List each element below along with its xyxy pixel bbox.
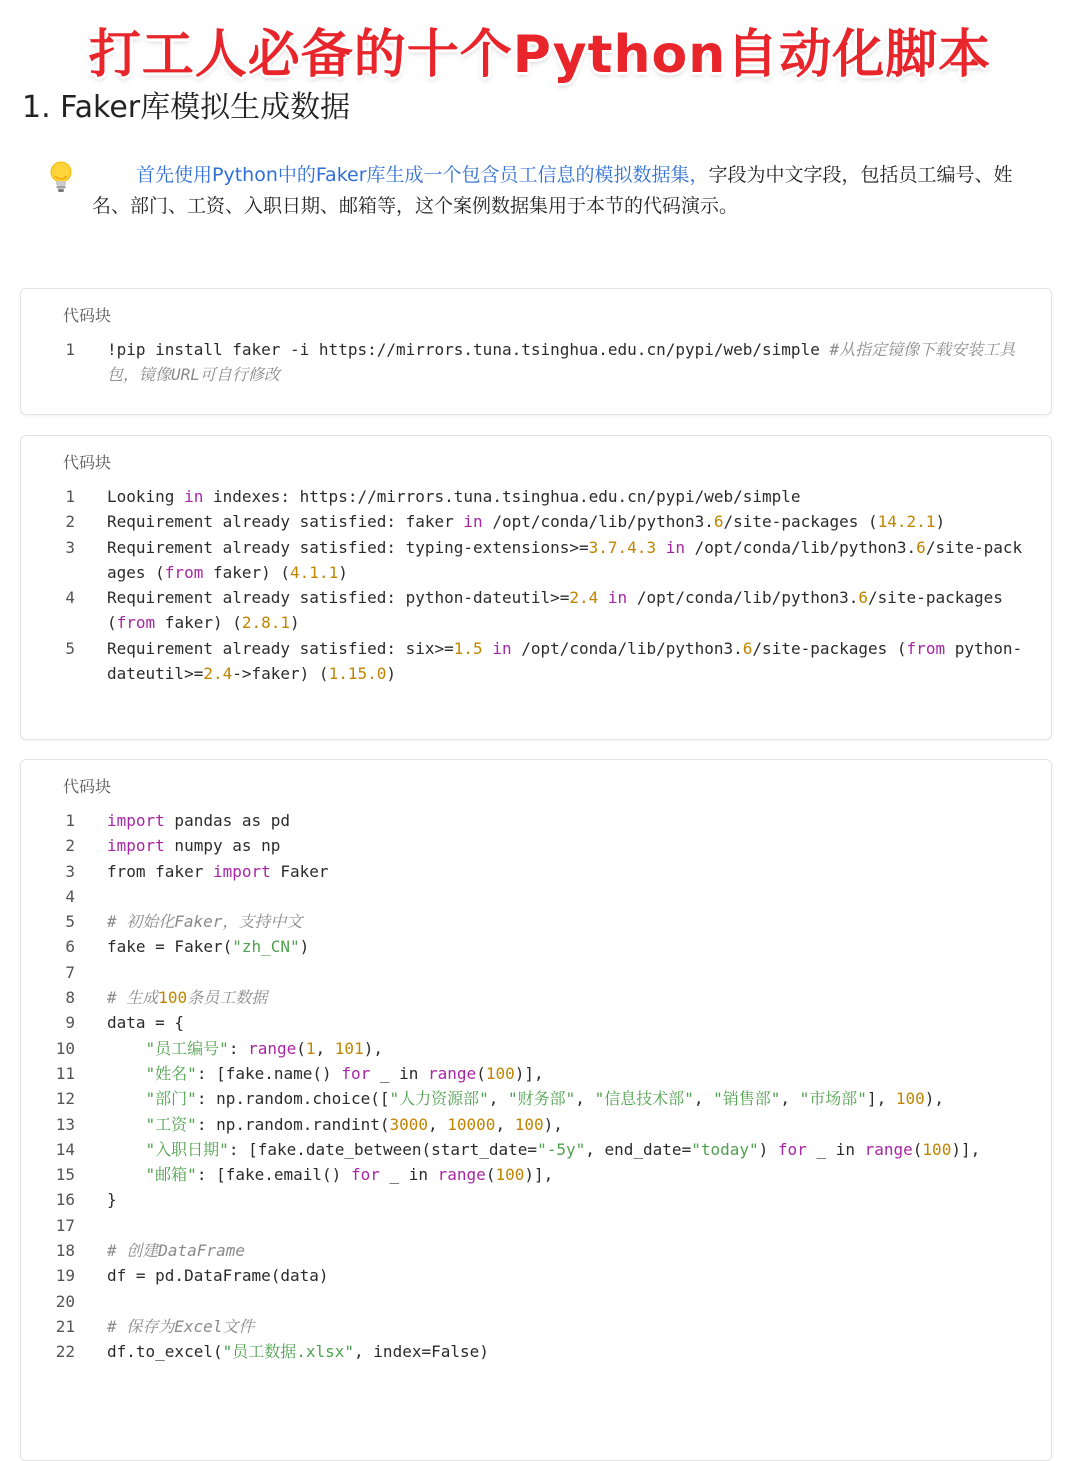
code-token: "入职日期" bbox=[145, 1139, 229, 1159]
line-number: 18 bbox=[55, 1241, 75, 1261]
code-token: 1.5 bbox=[453, 638, 483, 658]
code-token: for bbox=[350, 1165, 380, 1185]
code-token: Requirement already satisfied: python-dateutil>= bbox=[107, 588, 570, 608]
line-text bbox=[107, 1086, 1025, 1111]
code-token: "部门" bbox=[145, 1089, 197, 1109]
code-token: : bbox=[228, 1038, 249, 1058]
code-token: _ in bbox=[370, 1063, 429, 1083]
code-token: 条员工数据 bbox=[187, 988, 268, 1008]
code-token: !pip install faker -i https://mirrors.tuna.tsinghua.edu.cn/pypi/web/simple bbox=[107, 340, 830, 359]
line-text bbox=[107, 337, 1025, 388]
code-line bbox=[21, 1213, 1051, 1238]
line-number: 15 bbox=[55, 1165, 75, 1185]
line-text bbox=[107, 808, 1025, 833]
code-block-title: 代码块 bbox=[63, 777, 112, 796]
code-token bbox=[107, 1089, 146, 1108]
line-number: 6 bbox=[65, 937, 75, 957]
code-token: "today" bbox=[691, 1139, 759, 1159]
code-token: , end_date= bbox=[585, 1139, 692, 1159]
line-text bbox=[107, 1137, 1025, 1162]
code-token: ), bbox=[363, 1038, 383, 1058]
code-token: ], bbox=[866, 1089, 896, 1109]
code-token: 100 bbox=[922, 1139, 952, 1159]
code-line bbox=[21, 509, 1051, 534]
line-number: 16 bbox=[55, 1190, 75, 1210]
code-token: ( bbox=[296, 1038, 306, 1058]
code-token: in bbox=[184, 487, 204, 506]
code-token: /site-packages ( bbox=[107, 588, 1013, 633]
line-number: 22 bbox=[55, 1342, 75, 1362]
code-token: "员工编号" bbox=[145, 1038, 229, 1058]
code-token: 6 bbox=[858, 588, 869, 608]
code-token: 100 bbox=[495, 1165, 525, 1185]
code-token: /site-packages ( bbox=[107, 537, 1023, 582]
line-text bbox=[107, 636, 1025, 687]
code-token: "销售部" bbox=[713, 1089, 781, 1109]
code-token: /opt/conda/lib/python3. bbox=[684, 537, 917, 557]
code-token: "邮箱" bbox=[145, 1165, 197, 1185]
line-text bbox=[107, 985, 1025, 1010]
code-token: , bbox=[428, 1114, 448, 1134]
line-text bbox=[107, 484, 1025, 509]
code-token: /site-packages ( bbox=[752, 638, 907, 658]
code-token: 6 bbox=[916, 537, 926, 557]
code-token: 6 bbox=[713, 512, 724, 532]
code-line bbox=[21, 1187, 1051, 1212]
code-content[interactable] bbox=[21, 337, 1051, 388]
code-token: "市场部" bbox=[799, 1089, 867, 1109]
code-line bbox=[21, 1162, 1051, 1187]
code-token: Requirement already satisfied: typing-extensions>= bbox=[107, 537, 589, 557]
code-token: 3.7.4.3 bbox=[588, 537, 657, 557]
line-number: 9 bbox=[65, 1013, 75, 1033]
code-token: "zh_CN" bbox=[232, 937, 300, 957]
line-text bbox=[107, 1213, 1025, 1238]
code-line bbox=[21, 535, 1051, 586]
code-line bbox=[21, 1339, 1051, 1364]
code-token: 2.4 bbox=[569, 588, 599, 608]
line-text bbox=[107, 1314, 1025, 1339]
line-number: 10 bbox=[55, 1038, 75, 1058]
code-token: : [fake.email() bbox=[196, 1165, 351, 1185]
line-text bbox=[107, 1289, 1025, 1314]
code-token: _ in bbox=[806, 1139, 865, 1159]
code-token: pandas as pd bbox=[164, 811, 291, 830]
line-text bbox=[107, 1339, 1025, 1364]
code-token: fake = Faker( bbox=[107, 937, 233, 957]
code-line bbox=[21, 833, 1051, 858]
code-token: : np.random.randint( bbox=[196, 1114, 390, 1134]
line-text bbox=[107, 833, 1025, 858]
code-token: , bbox=[495, 1114, 515, 1134]
code-token: "财务部" bbox=[508, 1089, 576, 1109]
code-token: : np.random.choice([ bbox=[196, 1089, 390, 1109]
code-token: import bbox=[107, 836, 165, 856]
code-content[interactable] bbox=[21, 808, 1051, 1365]
line-text bbox=[107, 859, 1025, 884]
code-token: 4.1.1 bbox=[290, 562, 339, 582]
code-token: from faker bbox=[107, 861, 213, 881]
code-line bbox=[21, 1238, 1051, 1263]
line-text bbox=[107, 585, 1025, 636]
code-token: # 保存为Excel文件 bbox=[107, 1316, 255, 1336]
code-token: for bbox=[341, 1063, 371, 1083]
code-line bbox=[21, 859, 1051, 884]
code-token: )], bbox=[951, 1139, 981, 1159]
code-line bbox=[21, 585, 1051, 636]
line-text bbox=[107, 884, 1025, 909]
line-text bbox=[107, 1036, 1025, 1061]
code-token: #从指定镜像下载安装工具包，镜像URL可自行修改 bbox=[107, 340, 1016, 385]
code-token: 14.2.1 bbox=[877, 512, 936, 532]
line-number: 8 bbox=[65, 988, 75, 1008]
code-token: # 生成 bbox=[107, 988, 159, 1008]
line-number: 1 bbox=[65, 340, 75, 359]
line-text bbox=[107, 934, 1025, 959]
code-line bbox=[21, 960, 1051, 985]
line-text bbox=[107, 909, 1025, 934]
code-token: from bbox=[906, 638, 946, 658]
line-number: 12 bbox=[55, 1089, 75, 1109]
lightbulb-icon bbox=[46, 160, 76, 194]
code-token: import bbox=[212, 861, 271, 881]
code-block-title: 代码块 bbox=[63, 306, 112, 325]
code-line bbox=[21, 934, 1051, 959]
line-number: 13 bbox=[55, 1114, 75, 1134]
code-token: )], bbox=[514, 1063, 544, 1083]
code-token: ) bbox=[338, 562, 348, 582]
code-token bbox=[107, 1064, 146, 1083]
line-number: 4 bbox=[65, 588, 75, 608]
code-token: , bbox=[315, 1038, 335, 1058]
line-number: 20 bbox=[55, 1291, 75, 1311]
code-token: 6 bbox=[742, 638, 753, 658]
code-token: in bbox=[607, 588, 628, 608]
tip-highlight: 首先使用Python中的Faker库生成一个包含员工信息的模拟数据集， bbox=[136, 164, 709, 186]
code-token: "信息技术部" bbox=[594, 1089, 694, 1109]
code-token bbox=[107, 1115, 146, 1134]
code-token: # 创建DataFrame bbox=[107, 1241, 245, 1261]
code-token: range bbox=[437, 1165, 486, 1185]
line-number: 1 bbox=[65, 811, 75, 830]
code-token: in bbox=[492, 638, 512, 658]
code-line bbox=[21, 808, 1051, 833]
code-token: for bbox=[777, 1139, 807, 1159]
code-line bbox=[21, 1263, 1051, 1288]
code-token bbox=[656, 538, 666, 557]
code-line bbox=[21, 909, 1051, 934]
code-token: , index=False) bbox=[354, 1342, 489, 1362]
code-token: from bbox=[164, 562, 204, 582]
line-number: 17 bbox=[55, 1215, 75, 1235]
code-line bbox=[21, 1010, 1051, 1035]
code-token: faker) ( bbox=[155, 613, 242, 633]
code-line bbox=[21, 1061, 1051, 1086]
code-token: ) bbox=[935, 512, 946, 532]
code-token: Faker bbox=[270, 861, 329, 881]
line-number: 2 bbox=[65, 512, 75, 532]
code-token: 100 bbox=[895, 1089, 925, 1109]
code-token: ), bbox=[924, 1089, 945, 1109]
code-token: Requirement already satisfied: faker bbox=[107, 512, 464, 532]
code-token: "人力资源部" bbox=[389, 1089, 489, 1109]
code-token: ->faker) ( bbox=[232, 664, 329, 684]
code-token: in bbox=[665, 537, 685, 557]
code-token: 100 bbox=[485, 1063, 515, 1083]
code-token: range bbox=[864, 1139, 913, 1159]
code-token: df = pd.DataFrame(data) bbox=[107, 1266, 329, 1286]
line-text bbox=[107, 1010, 1025, 1035]
line-number: 4 bbox=[65, 886, 75, 906]
tip-text bbox=[92, 160, 1022, 222]
line-number: 3 bbox=[65, 537, 75, 557]
code-token: , bbox=[575, 1089, 595, 1109]
code-token: /site-packages ( bbox=[723, 512, 878, 532]
line-number: 11 bbox=[55, 1063, 75, 1083]
code-token bbox=[598, 588, 608, 607]
code-token: "工资" bbox=[145, 1114, 197, 1134]
code-token: ( bbox=[476, 1063, 486, 1083]
code-token: )], bbox=[524, 1165, 554, 1185]
code-token: data = { bbox=[107, 1013, 185, 1033]
line-text bbox=[107, 960, 1025, 985]
code-token: ) bbox=[758, 1139, 778, 1159]
code-token: , bbox=[488, 1089, 509, 1109]
code-line bbox=[21, 1137, 1051, 1162]
code-token: Requirement already satisfied: six>= bbox=[107, 638, 454, 658]
line-number: 19 bbox=[55, 1266, 75, 1286]
code-token: ( bbox=[485, 1165, 496, 1185]
code-token: indexes: https://mirrors.tuna.tsinghua.edu.cn/pypi/web/simple bbox=[203, 487, 801, 506]
code-block-install bbox=[20, 288, 1052, 415]
code-token: df.to_excel( bbox=[107, 1342, 223, 1362]
line-number: 21 bbox=[55, 1316, 75, 1336]
line-number: 7 bbox=[65, 962, 75, 982]
code-token: import bbox=[107, 811, 165, 830]
code-token: numpy as np bbox=[164, 836, 281, 856]
code-token: ), bbox=[543, 1114, 563, 1134]
code-token bbox=[107, 1039, 146, 1058]
code-token: "姓名" bbox=[145, 1063, 197, 1083]
line-text bbox=[107, 1112, 1025, 1137]
code-block-output bbox=[20, 435, 1052, 740]
code-token: range bbox=[428, 1063, 477, 1083]
code-token: python-dateutil>= bbox=[107, 638, 1023, 684]
code-token: 100 bbox=[158, 988, 188, 1008]
code-token: /opt/conda/lib/python3. bbox=[627, 588, 859, 608]
code-line bbox=[21, 884, 1051, 909]
code-token: "员工数据.xlsx" bbox=[222, 1342, 355, 1362]
code-token: 1.15.0 bbox=[328, 664, 387, 684]
code-token: 2.4 bbox=[203, 664, 233, 684]
code-token: 100 bbox=[514, 1114, 544, 1134]
line-number: 5 bbox=[65, 912, 75, 932]
line-number: 3 bbox=[65, 861, 75, 881]
code-line bbox=[21, 337, 1051, 388]
code-token: 101 bbox=[334, 1038, 364, 1058]
code-token bbox=[107, 1165, 146, 1184]
code-token: ) bbox=[290, 613, 300, 633]
code-token: # 初始化Faker，支持中文 bbox=[107, 912, 303, 932]
code-token: ) bbox=[386, 664, 396, 684]
code-token: , bbox=[693, 1089, 714, 1109]
code-token: in bbox=[463, 512, 483, 532]
code-block-title: 代码块 bbox=[63, 453, 112, 472]
code-line bbox=[21, 1112, 1051, 1137]
code-token bbox=[107, 1140, 146, 1159]
code-token: 1 bbox=[305, 1038, 316, 1058]
code-token: /opt/conda/lib/python3. bbox=[511, 638, 743, 658]
code-line bbox=[21, 1314, 1051, 1339]
code-line bbox=[21, 484, 1051, 509]
code-token bbox=[483, 639, 493, 658]
code-token: Looking bbox=[107, 487, 185, 506]
line-number: 1 bbox=[65, 487, 75, 506]
code-token: /opt/conda/lib/python3. bbox=[482, 512, 714, 532]
line-text bbox=[107, 1238, 1025, 1263]
line-number: 2 bbox=[65, 836, 75, 856]
code-line bbox=[21, 1086, 1051, 1111]
code-token: , bbox=[780, 1089, 800, 1109]
code-line bbox=[21, 985, 1051, 1010]
code-token: } bbox=[107, 1190, 117, 1210]
line-text bbox=[107, 509, 1025, 534]
line-text bbox=[107, 1162, 1025, 1187]
code-content[interactable] bbox=[21, 484, 1051, 686]
line-text bbox=[107, 1187, 1025, 1212]
line-text bbox=[107, 1263, 1025, 1288]
code-token: faker) ( bbox=[203, 562, 291, 582]
code-token: : [fake.name() bbox=[196, 1063, 342, 1083]
code-token: 3000 bbox=[389, 1114, 428, 1134]
code-token: range bbox=[248, 1038, 297, 1058]
banner-title: 打工人必备的十个Python自动化脚本 bbox=[88, 25, 992, 85]
code-token: : [fake.date_between(start_date= bbox=[228, 1139, 538, 1159]
code-block-script bbox=[20, 759, 1052, 1461]
line-number: 5 bbox=[65, 638, 75, 658]
code-token: "-5y" bbox=[537, 1139, 586, 1159]
code-token: ( bbox=[912, 1139, 923, 1159]
code-token: ) bbox=[299, 937, 310, 957]
tip-rest: 字段为中文字段，包括员工编号、姓名、部门、工资、入职日期、邮箱等，这个案例数据集用于本节的代码演示。 bbox=[92, 164, 1013, 217]
line-number: 14 bbox=[55, 1139, 75, 1159]
line-text bbox=[107, 1061, 1025, 1086]
code-line bbox=[21, 1289, 1051, 1314]
code-token: 10000 bbox=[447, 1114, 496, 1134]
code-token: 2.8.1 bbox=[241, 613, 291, 633]
code-token: _ in bbox=[379, 1165, 438, 1185]
code-line bbox=[21, 1036, 1051, 1061]
line-text bbox=[107, 535, 1025, 586]
section-heading: 1. Faker库模拟生成数据 bbox=[22, 90, 351, 125]
code-line bbox=[21, 636, 1051, 687]
code-token: from bbox=[116, 613, 156, 633]
